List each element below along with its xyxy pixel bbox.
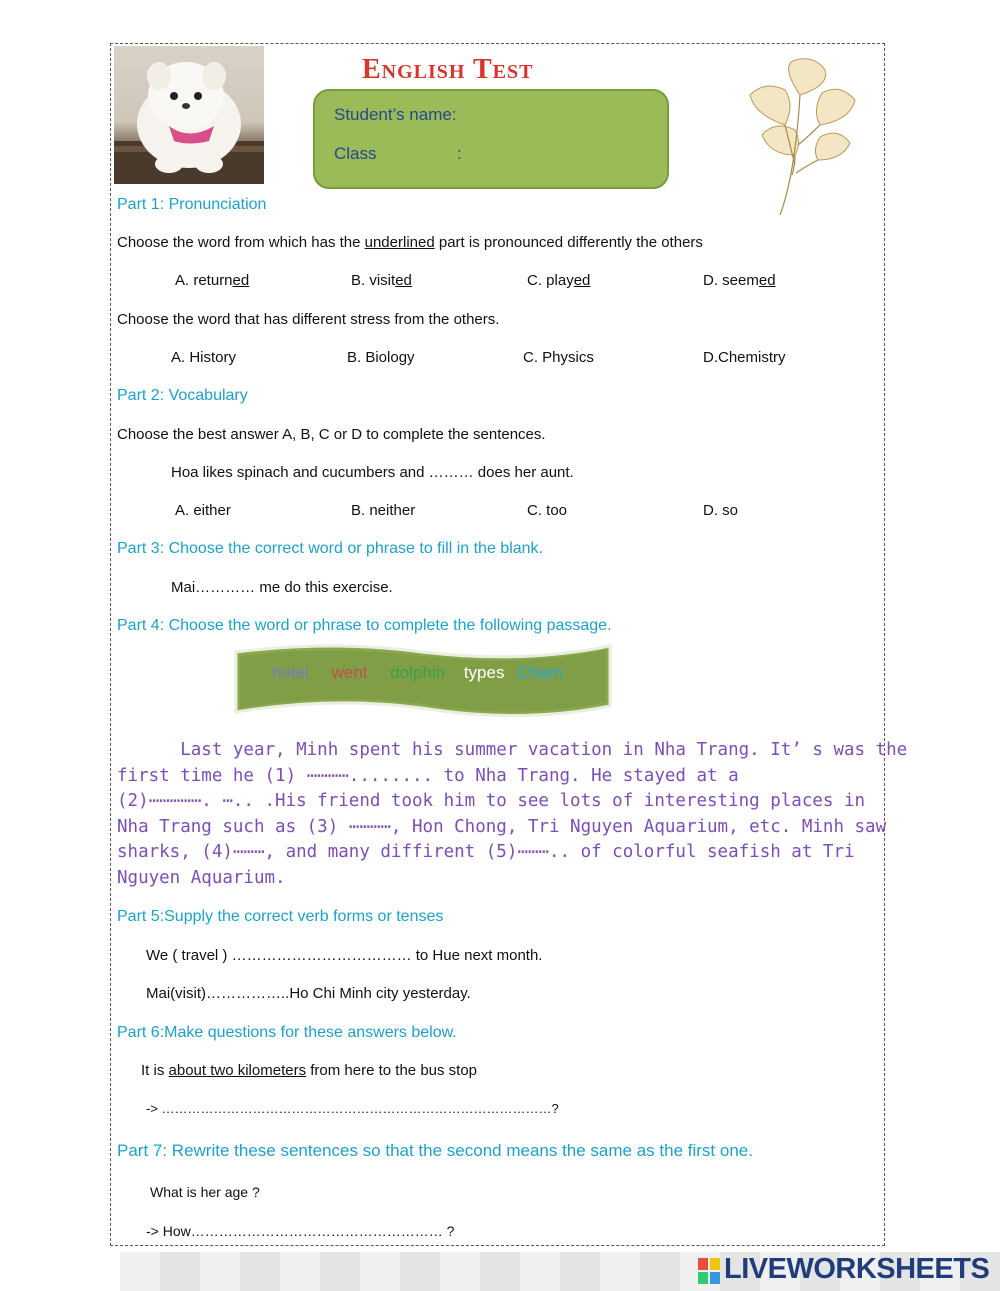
part1-q1-option-a[interactable]: A. returned	[175, 272, 250, 289]
part7-heading: Part 7: Rewrite these sentences so that the second means the same as the first one.	[117, 1141, 753, 1160]
part3-sentence: Mai………… me do this exercise.	[171, 579, 393, 596]
part1-q1-option-c[interactable]: C. played	[527, 272, 591, 289]
part1-q2-option-b[interactable]: B. Biology	[347, 349, 415, 366]
part1-q1-option-d[interactable]: D. seemed	[703, 272, 776, 289]
part7-sentence: What is her age ?	[150, 1184, 260, 1200]
part1-q2-option-d[interactable]: D.Chemistry	[703, 349, 786, 366]
part3-heading: Part 3: Choose the correct word or phrase to fill in the blank.	[117, 540, 543, 557]
part6-answer: It is about two kilometers from here to the bus stop	[141, 1062, 478, 1079]
student-name-label: Student’s name:	[334, 105, 457, 124]
passage-line: Nguyen Aquarium.	[117, 867, 286, 888]
word-bank-item[interactable]: types	[463, 663, 505, 682]
part7-rewrite-blank[interactable]: -> How……………………………………………… ?	[146, 1223, 455, 1239]
word-bank-item[interactable]: Cham	[517, 663, 563, 682]
part6-heading: Part 6:Make questions for these answers below.	[117, 1024, 457, 1041]
ginkgo-leaf-decoration	[740, 55, 860, 220]
liveworksheets-brand[interactable]: LIVEWORKSHEETS	[724, 1253, 990, 1285]
part2-option-c[interactable]: C. too	[527, 502, 568, 519]
word-bank	[272, 663, 563, 683]
class-label: Class	[334, 144, 377, 163]
part1-q1-instruction: Choose the word from which has the underlined part is pronounced differently the others	[117, 234, 703, 251]
reading-passage	[117, 738, 908, 891]
part5-sentence-2[interactable]: Mai(visit)……………..Ho Chi Minh city yesterday.	[146, 985, 471, 1002]
class-colon: :	[457, 144, 462, 163]
passage-line: (2)⋯⋯⋯⋯⋯. ⋯.. .His friend took him to see lots of interesting places in	[117, 791, 866, 811]
part5-sentence-1[interactable]: We ( travel ) ……………………………… to Hue next month.	[146, 947, 543, 964]
passage-line: sharks, (4)⋯⋯⋯, and many diffirent (5)⋯⋯⋯.. of colorful seafish at Tri	[117, 842, 855, 862]
part2-option-a[interactable]: A. either	[175, 502, 231, 519]
part2-instruction: Choose the best answer A, B, C or D to complete the sentences.	[117, 426, 546, 443]
passage-line: Last year, Minh spent his summer vacation in Nha Trang. It’ s was the	[117, 740, 908, 760]
liveworksheets-logo-icon	[698, 1258, 720, 1284]
word-bank-item[interactable]: went	[331, 663, 368, 682]
part2-option-b[interactable]: B. neither	[351, 502, 416, 519]
part1-heading: Part 1: Pronunciation	[117, 196, 267, 213]
part5-heading: Part 5:Supply the correct verb forms or tenses	[117, 908, 444, 925]
word-bank-item[interactable]: dolphin	[390, 663, 446, 682]
part1-q2-option-c[interactable]: C. Physics	[523, 349, 594, 366]
part1-q1-option-b[interactable]: B. visited	[351, 272, 412, 289]
part1-q2-option-a[interactable]: A. History	[171, 349, 237, 366]
part2-option-d[interactable]: D. so	[703, 502, 739, 519]
student-info-box	[313, 89, 669, 189]
part1-q2-instruction: Choose the word that has different stress from the others.	[117, 311, 500, 328]
part4-heading: Part 4: Choose the word or phrase to complete the following passage.	[117, 617, 612, 634]
passage-line: Nha Trang such as (3) ⋯⋯⋯⋯, Hon Chong, Tri Nguyen Aquarium, etc. Minh saw	[117, 816, 887, 837]
page-title: English Test	[362, 54, 534, 85]
part6-question-blank[interactable]: -> ………………………………………………………………………………?	[146, 1101, 559, 1116]
part2-heading: Part 2: Vocabulary	[117, 387, 248, 404]
passage-line: first time he (1) ⋯⋯⋯⋯........ to Nha Trang. He stayed at a	[117, 765, 739, 786]
part2-sentence: Hoa likes spinach and cucumbers and ……… does her aunt.	[171, 464, 574, 481]
puppy-photo	[114, 46, 264, 184]
word-bank-item[interactable]: hotel	[272, 663, 309, 682]
